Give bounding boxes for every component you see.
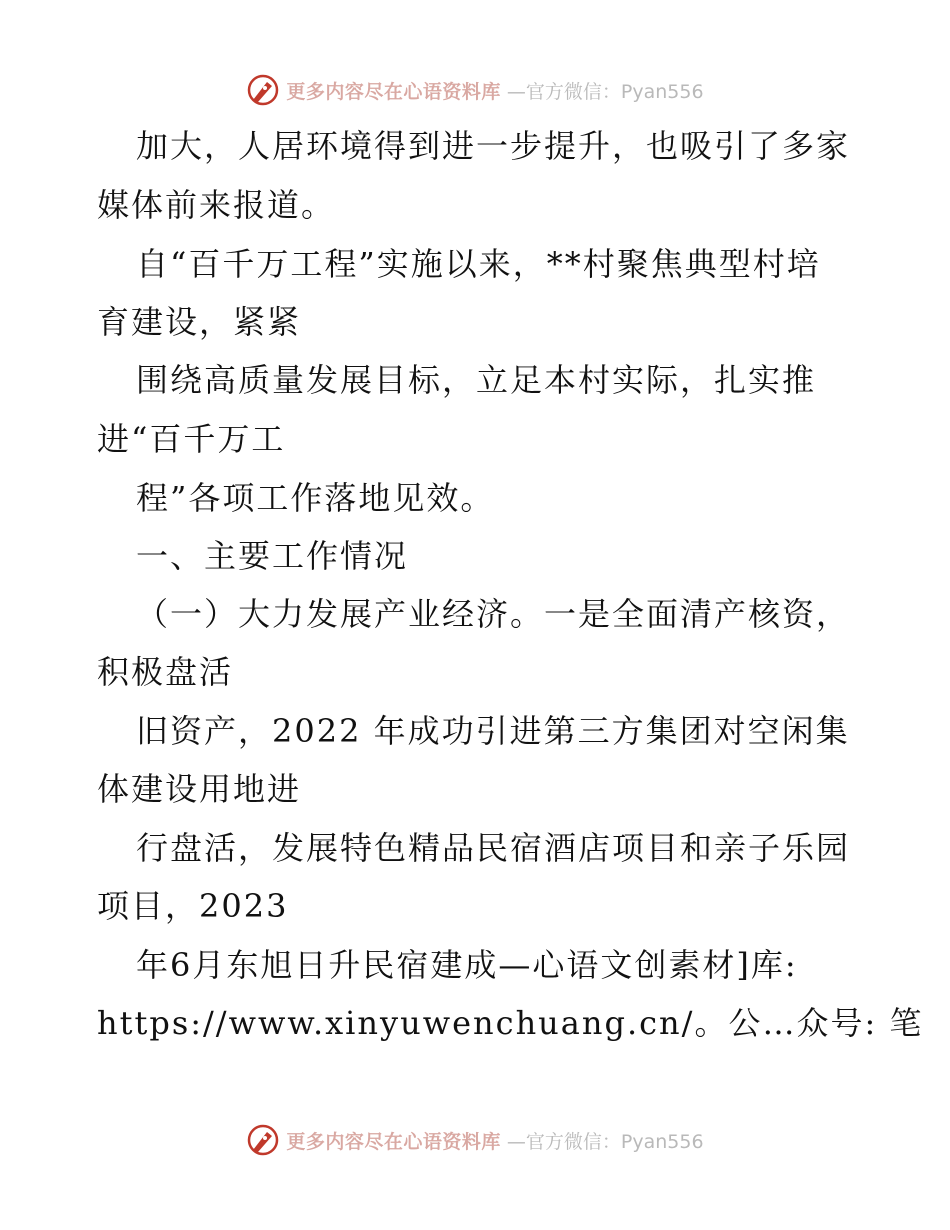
section-heading: 一、主要工作情况 — [136, 537, 409, 575]
paragraph-line: 加大，人居环境得到进一步提升，也吸引了多家 — [136, 127, 851, 165]
paragraph-line: 体建设用地进 — [97, 770, 302, 808]
paragraph-line: 媒体前来报道。 — [97, 186, 336, 224]
paragraph-line: 进“百千万工 — [97, 420, 286, 458]
paragraph-line: 年6月东旭日升民宿建成—心语文创素材]库: — [136, 946, 798, 984]
pen-nib-circle-icon — [246, 1123, 280, 1157]
watermark-brand: 更多内容尽在心语资料库 — [286, 80, 501, 103]
paragraph-line: （一）大力发展产业经济。一是全面清产核资， — [136, 595, 851, 633]
footer-watermark — [0, 1120, 950, 1160]
paragraph-line: 项目，2023 — [97, 887, 289, 925]
paragraph-line: https://www.xinyuwenchuang.cn/。公…众号: 笔 — [97, 1004, 924, 1042]
paragraph-line: 自“百千万工程”实施以来，**村聚焦典型村培 — [136, 245, 821, 283]
paragraph-line: 程”各项工作落地见效。 — [136, 479, 495, 517]
paragraph-line: 行盘活，发展特色精品民宿酒店项目和亲子乐园 — [136, 829, 851, 867]
watermark-brand: 更多内容尽在心语资料库 — [286, 1130, 501, 1153]
watermark-contact: —官方微信：Pyan556 — [506, 1130, 704, 1153]
paragraph-line: 围绕高质量发展目标，立足本村实际，扎实推 — [136, 361, 817, 399]
watermark-contact: —官方微信：Pyan556 — [506, 80, 704, 103]
paragraph-line: 旧资产，2022 年成功引进第三方集团对空闲集 — [136, 712, 850, 750]
paragraph-line: 积极盘活 — [97, 653, 234, 691]
paragraph-line: 育建设，紧紧 — [97, 303, 302, 341]
